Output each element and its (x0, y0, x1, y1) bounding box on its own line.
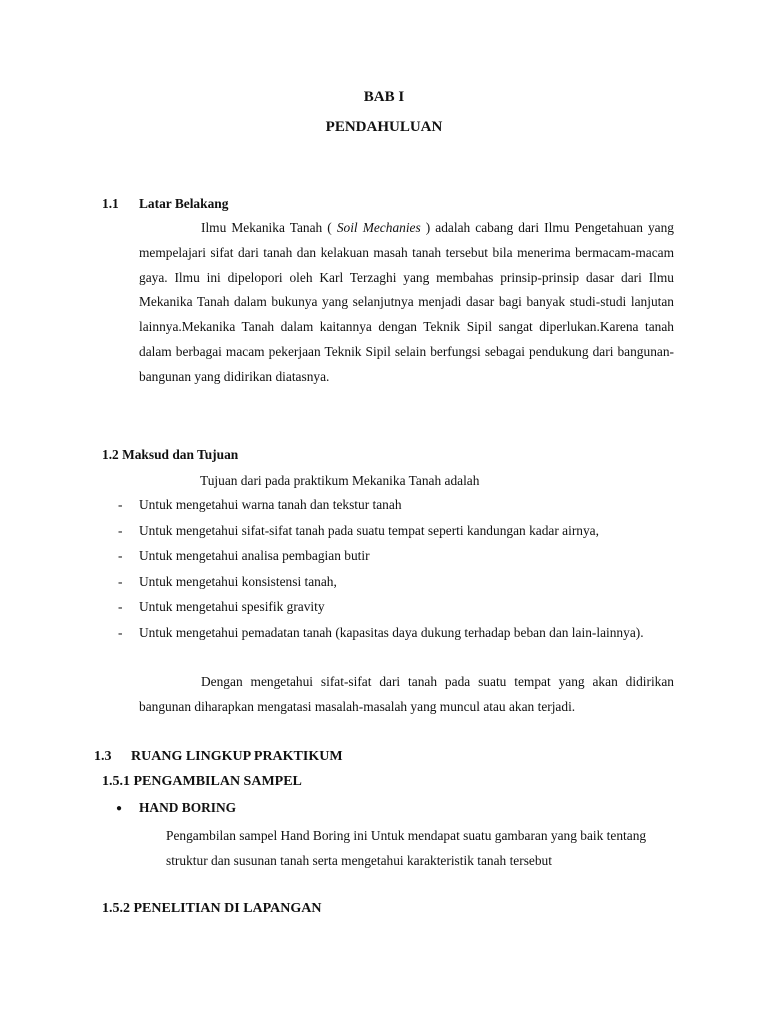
objective-item: Untuk mengetahui pemadatan tanah (kapasitas daya dukung terhadap beban dan lain-lainnya). (139, 625, 644, 640)
closing-text: Dengan mengetahui sifat-sifat dari tanah pada suatu tempat yang akan didirikan bangunan diharapkan mengatasi masalah-masalah yang muncul atau akan terjadi. (139, 674, 674, 714)
section-1-5-2-heading: 1.5.2 PENELITIAN DI LAPANGAN (102, 901, 322, 916)
hand-boring-text: Pengambilan sampel Hand Boring ini Untuk mendapat suatu gambaran yang baik tentang struktur dan susunan tanah serta mengetahui karakteristik tanah tersebut (166, 828, 647, 868)
chapter-number: BAB I (363, 89, 405, 105)
list-dash: - (118, 523, 123, 538)
chapter-title: PENDAHULUAN (325, 119, 443, 135)
section-1-1-heading: Latar Belakang (139, 196, 229, 211)
list-dash: - (118, 548, 123, 563)
section-1-1-number: 1.1 (102, 196, 119, 211)
objective-item: Untuk mengetahui warna tanah dan tekstur tanah (139, 497, 402, 512)
objective-item: Untuk mengetahui konsistensi tanah, (139, 574, 337, 589)
objective-item: Untuk mengetahui sifat-sifat tanah pada suatu tempat seperti kandungan kadar airnya, (139, 523, 599, 538)
objectives-intro: Tujuan dari pada praktikum Mekanika Tanah adalah (200, 473, 480, 488)
objective-item: Untuk mengetahui spesifik gravity (139, 599, 325, 614)
list-dash: - (118, 574, 123, 589)
paragraph-text-rest: ) adalah cabang dari Ilmu Pengetahuan yang mempelajari sifat dari tanah dan kelakuan masah tanah tersebut bila menerima bermacam-macam gaya. Ilmu ini dipelopori oleh Karl Terzaghi yang membahas prinsip-prinsip dasar dari Ilmu Mekanika Tanah dalam bukunya yang selanjutnya menjadi dasar bagi banyak studi-studi lanjutan lainnya.Mekanika Tanah dalam kaitannya dengan Teknik Sipil sangat diperlukan.Karena tanah dalam berbagai macam pekerjaan Teknik Sipil selain berfungsi sebagai pendukung dari bangunan-bangunan yang didirikan diatasnya. (139, 220, 675, 384)
section-1-2-heading: 1.2 Maksud dan Tujuan (102, 447, 239, 462)
paragraph-text-start: Ilmu Mekanika Tanah ( (201, 220, 337, 235)
section-1-3-number: 1.3 (94, 749, 112, 764)
section-1-1-paragraph (139, 216, 674, 390)
list-dash: - (118, 497, 123, 512)
bullet-icon: ● (116, 803, 123, 814)
section-1-5-1-heading: 1.5.1 PENGAMBILAN SAMPEL (102, 774, 302, 789)
objectives-closing (139, 670, 674, 720)
list-dash: - (118, 625, 123, 640)
list-dash: - (118, 599, 123, 614)
section-1-3-heading: RUANG LINGKUP PRAKTIKUM (131, 749, 343, 764)
hand-boring-heading: HAND BORING (139, 800, 237, 815)
objective-item: Untuk mengetahui analisa pembagian butir (139, 548, 370, 563)
soil-mechanics-term: Soil Mechanies (336, 220, 421, 235)
